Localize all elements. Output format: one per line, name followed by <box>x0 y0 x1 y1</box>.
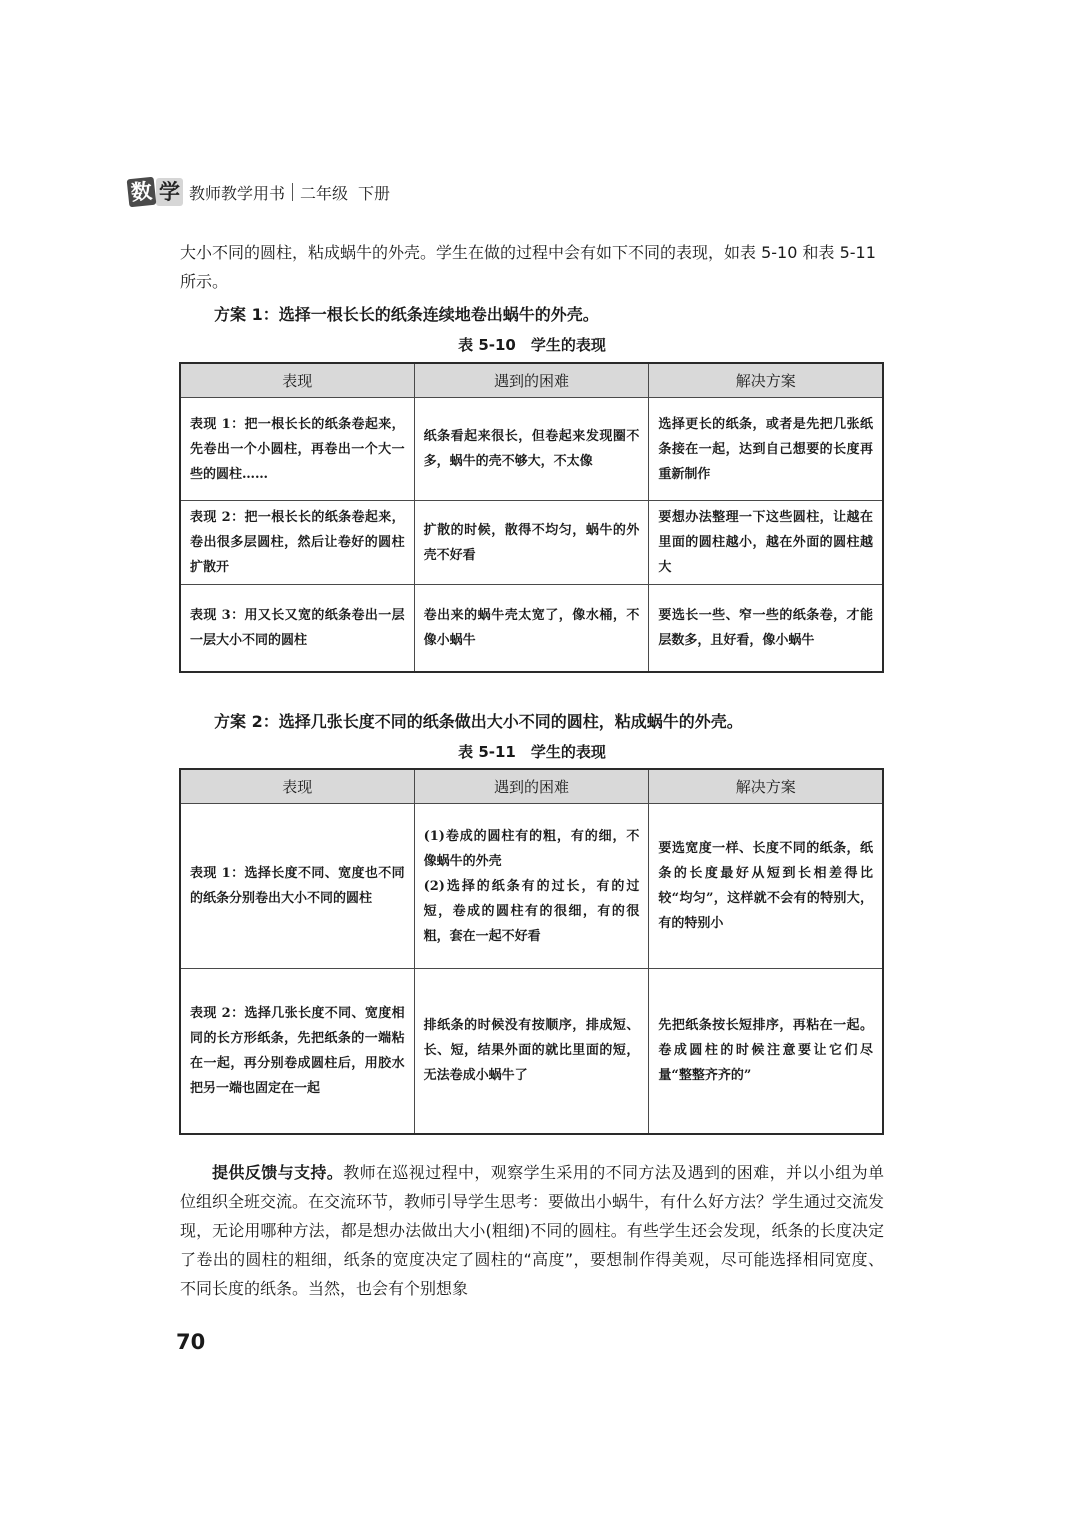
table-cell-solution: 要想办法整理一下这些圆柱，让越在里面的圆柱越小，越在外面的圆柱越大 <box>649 501 883 585</box>
header-divider <box>292 183 293 201</box>
feedback-text: 教师在巡视过程中，观察学生采用的不同方法及遇到的困难，并以小组为单位组织全班交流。在交流环节，教师引导学生思考：要做出小蜗牛，有什么好方法？学生通过交流发现，无论用哪种方法，都是想办法做出大小(粗细)不同的圆柱。有些学生还会发现，纸条的长度决定了卷出的圆柱的粗细，纸条的宽度决定了圆柱的“高度”，要想制作得美观，尽可能选择相同宽度、不同长度的纸条。当然，也会有个别想象 <box>180 1163 885 1298</box>
table-cell-difficulty: 排纸条的时候没有按顺序，排成短、长、短，结果外面的就比里面的短，无法卷成小蜗牛了 <box>414 969 649 1134</box>
table-1-header-difficulty: 遇到的困难 <box>414 363 649 398</box>
feedback-lead: 提供反馈与支持。 <box>212 1163 344 1182</box>
grade-label: 二年级 <box>300 183 349 203</box>
book-title: 教师教学用书 <box>189 183 286 203</box>
volume-label: 下册 <box>358 183 391 203</box>
intro-paragraph: 大小不同的圆柱，粘成蜗牛的外壳。学生在做的过程中会有如下不同的表现，如表 5-10 和表 5-11 所示。 <box>180 243 876 291</box>
table-cell-difficulty: 扩散的时候，散得不均匀，蜗牛的外壳不好看 <box>414 501 649 585</box>
table-row <box>180 398 883 501</box>
difficulty-item-1: (1)卷成的圆柱有的粗，有的细，不像蜗牛的外壳 <box>423 828 640 869</box>
feedback-paragraph <box>180 1158 884 1303</box>
table-cell-performance: 表现 3：用又长又宽的纸条卷出一层一层大小不同的圆柱 <box>180 585 414 672</box>
table-2-header-row <box>180 769 883 804</box>
table-2 <box>179 768 884 1135</box>
table-2-caption: 表 5-11 学生的表现 <box>458 743 606 761</box>
table-cell-difficulty: 卷出来的蜗牛壳太宽了，像水桶，不像小蜗牛 <box>414 585 649 672</box>
table-cell-difficulty: 纸条看起来很长，但卷起来发现圈不多，蜗牛的壳不够大，不太像 <box>414 398 649 501</box>
table-row <box>180 501 883 585</box>
table-cell-solution: 先把纸条按长短排序，再粘在一起。卷成圆柱的时候注意要让它们尽量“整整齐齐的” <box>649 969 883 1134</box>
table-1-header-solution: 解决方案 <box>649 363 883 398</box>
table-2-header-performance: 表现 <box>180 769 414 804</box>
table-row <box>180 969 883 1134</box>
table-cell-performance: 表现 1：选择长度不同、宽度也不同的纸条分别卷出大小不同的圆柱 <box>180 804 414 969</box>
table-cell-solution: 要选长一些、窄一些的纸条卷，才能层数多，且好看，像小蜗牛 <box>649 585 883 672</box>
page-header <box>128 176 390 208</box>
table-cell-performance: 表现 2：把一根长长的纸条卷起来，卷出很多层圆柱，然后让卷好的圆柱扩散开 <box>180 501 414 585</box>
subject-char-2: 学 <box>156 178 183 206</box>
table-row <box>180 585 883 672</box>
plan-1-heading: 方案 1：选择一根长长的纸条连续地卷出蜗牛的外壳。 <box>214 305 599 324</box>
difficulty-item-2: (2)选择的纸条有的过长，有的过短，卷成的圆柱有的很细，有的很粗，套在一起不好看 <box>423 878 640 944</box>
table-row <box>180 804 883 969</box>
table-2-header-solution: 解决方案 <box>649 769 883 804</box>
table-1-caption: 表 5-10 学生的表现 <box>458 336 606 354</box>
plan-2-heading: 方案 2：选择几张长度不同的纸条做出大小不同的圆柱，粘成蜗牛的外壳。 <box>214 712 743 731</box>
table-1-header-row <box>180 363 883 398</box>
table-cell-solution: 要选宽度一样、长度不同的纸条，纸条的长度最好从短到长相差得比较“均匀”，这样就不会有的特别大，有的特别小 <box>649 804 883 969</box>
table-cell-performance: 表现 2：选择几张长度不同、宽度相同的长方形纸条，先把纸条的一端粘在一起，再分别卷成圆柱后，用胶水把另一端也固定在一起 <box>180 969 414 1134</box>
subject-char-1: 数 <box>127 177 157 208</box>
table-cell-difficulty <box>414 804 649 969</box>
page-number: 70 <box>176 1330 206 1354</box>
table-1-header-performance: 表现 <box>180 363 414 398</box>
table-cell-performance: 表现 1：把一根长长的纸条卷起来，先卷出一个小圆柱，再卷出一个大一些的圆柱…… <box>180 398 414 501</box>
subject-logo <box>128 178 183 206</box>
table-cell-solution: 选择更长的纸条，或者是先把几张纸条接在一起，达到自己想要的长度再重新制作 <box>649 398 883 501</box>
table-1 <box>179 362 884 673</box>
table-2-header-difficulty: 遇到的困难 <box>414 769 649 804</box>
